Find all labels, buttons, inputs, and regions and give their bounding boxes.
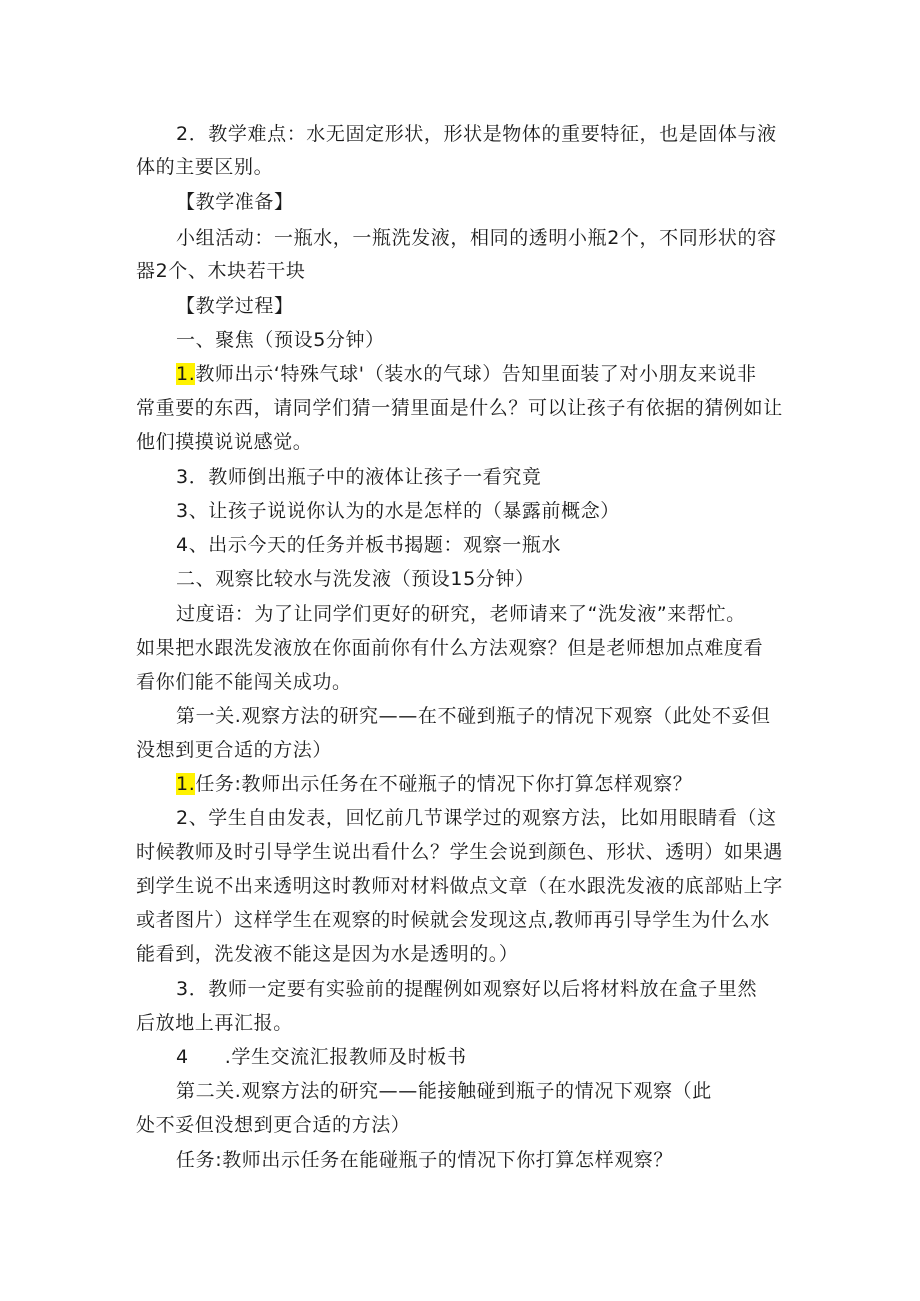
highlighted-number: 1. xyxy=(176,773,196,795)
list-item-text: 任务:教师出示任务在不碰瓶子的情况下你打算怎样观察？ xyxy=(195,773,693,795)
paragraph-level-one: 第一关.观察方法的研究——在不碰到瓶子的情况下观察（此处不妥但 xyxy=(176,705,771,727)
paragraph-balloon-cont: 常重要的东西，请同学们猜一猜里面是什么？可以让孩子有依据的猜例如让 xyxy=(136,397,783,419)
paragraph-teaching-difficulty-cont: 体的主要区别。 xyxy=(136,156,274,178)
paragraph-level-two: 第二关.观察方法的研究——能接触碰到瓶子的情况下观察（此 xyxy=(176,1080,712,1102)
paragraph-free-expression-cont: 时候教师及时引导学生说出看什么？学生会说到颜色、形状、透明）如果遇 xyxy=(136,841,783,863)
paragraph-task-touch: 任务:教师出示任务在能碰瓶子的情况下你打算怎样观察？ xyxy=(176,1149,674,1171)
list-item-balloon xyxy=(176,362,796,386)
list-item-report xyxy=(176,1045,796,1069)
paragraph-free-expression-cont4: 能看到，洗发液不能这是因为水是透明的。） xyxy=(136,943,519,965)
list-item-task-no-touch xyxy=(176,772,796,796)
paragraph-teaching-difficulty: 2．教学难点：水无固定形状，形状是物体的重要特征，也是固体与液 xyxy=(176,123,777,145)
list-item-text: 教师出示‘特殊气球'（装水的气球）告知里面装了对小朋友来说非 xyxy=(195,363,757,385)
paragraph-transition: 过度语：为了让同学们更好的研究，老师请来了“洗发液”来帮忙。 xyxy=(176,603,746,625)
list-number: 4 xyxy=(176,1046,189,1068)
paragraph-balloon-cont2: 他们摸摸说说感觉。 xyxy=(136,431,313,453)
heading-teaching-preparation: 【教学准备】 xyxy=(176,191,294,213)
section-compare: 二、观察比较水与洗发液（预设15分钟） xyxy=(176,568,535,590)
list-item-preconception: 3、让孩子说说你认为的水是怎样的（暴露前概念） xyxy=(176,500,620,522)
paragraph-free-expression-cont2: 到学生说不出来透明这时教师对材料做点文章（在水跟洗发液的底部贴上字 xyxy=(136,875,783,897)
paragraph-level-two-cont: 处不妥但没想到更合适的方法） xyxy=(136,1114,411,1136)
list-item-reminder: 3．教师一定要有实验前的提醒例如观察好以后将材料放在盒子里然 xyxy=(176,978,758,1000)
paragraph-free-expression-cont3: 或者图片）这样学生在观察的时候就会发现这点,教师再引导学生为什么水 xyxy=(136,909,770,931)
paragraph-group-activity: 小组活动：一瓶水，一瓶洗发液，相同的透明小瓶2个，不同形状的容 xyxy=(176,227,777,249)
heading-teaching-process: 【教学过程】 xyxy=(176,295,294,317)
paragraph-level-one-cont: 没想到更合适的方法） xyxy=(136,739,333,761)
section-focus: 一、聚焦（预设5分钟） xyxy=(176,329,385,351)
list-item-free-expression: 2、学生自由发表，回忆前几节课学过的观察方法，比如用眼睛看（这 xyxy=(176,807,777,829)
list-item-text: .学生交流汇报教师及时板书 xyxy=(224,1046,467,1068)
paragraph-reminder-cont: 后放地上再汇报。 xyxy=(136,1012,293,1034)
paragraph-transition-cont: 如果把水跟洗发液放在你面前你有什么方法观察？但是老师想加点难度看 xyxy=(136,637,764,659)
paragraph-transition-cont2: 看你们能不能闯关成功。 xyxy=(136,671,352,693)
list-item-pour-liquid: 3．教师倒出瓶子中的液体让孩子一看究竟 xyxy=(176,466,542,488)
paragraph-group-activity-cont: 器2个、木块若干块 xyxy=(136,260,306,282)
highlighted-number: 1. xyxy=(176,363,196,385)
list-item-task: 4、出示今天的任务并板书揭题：观察一瓶水 xyxy=(176,534,562,556)
